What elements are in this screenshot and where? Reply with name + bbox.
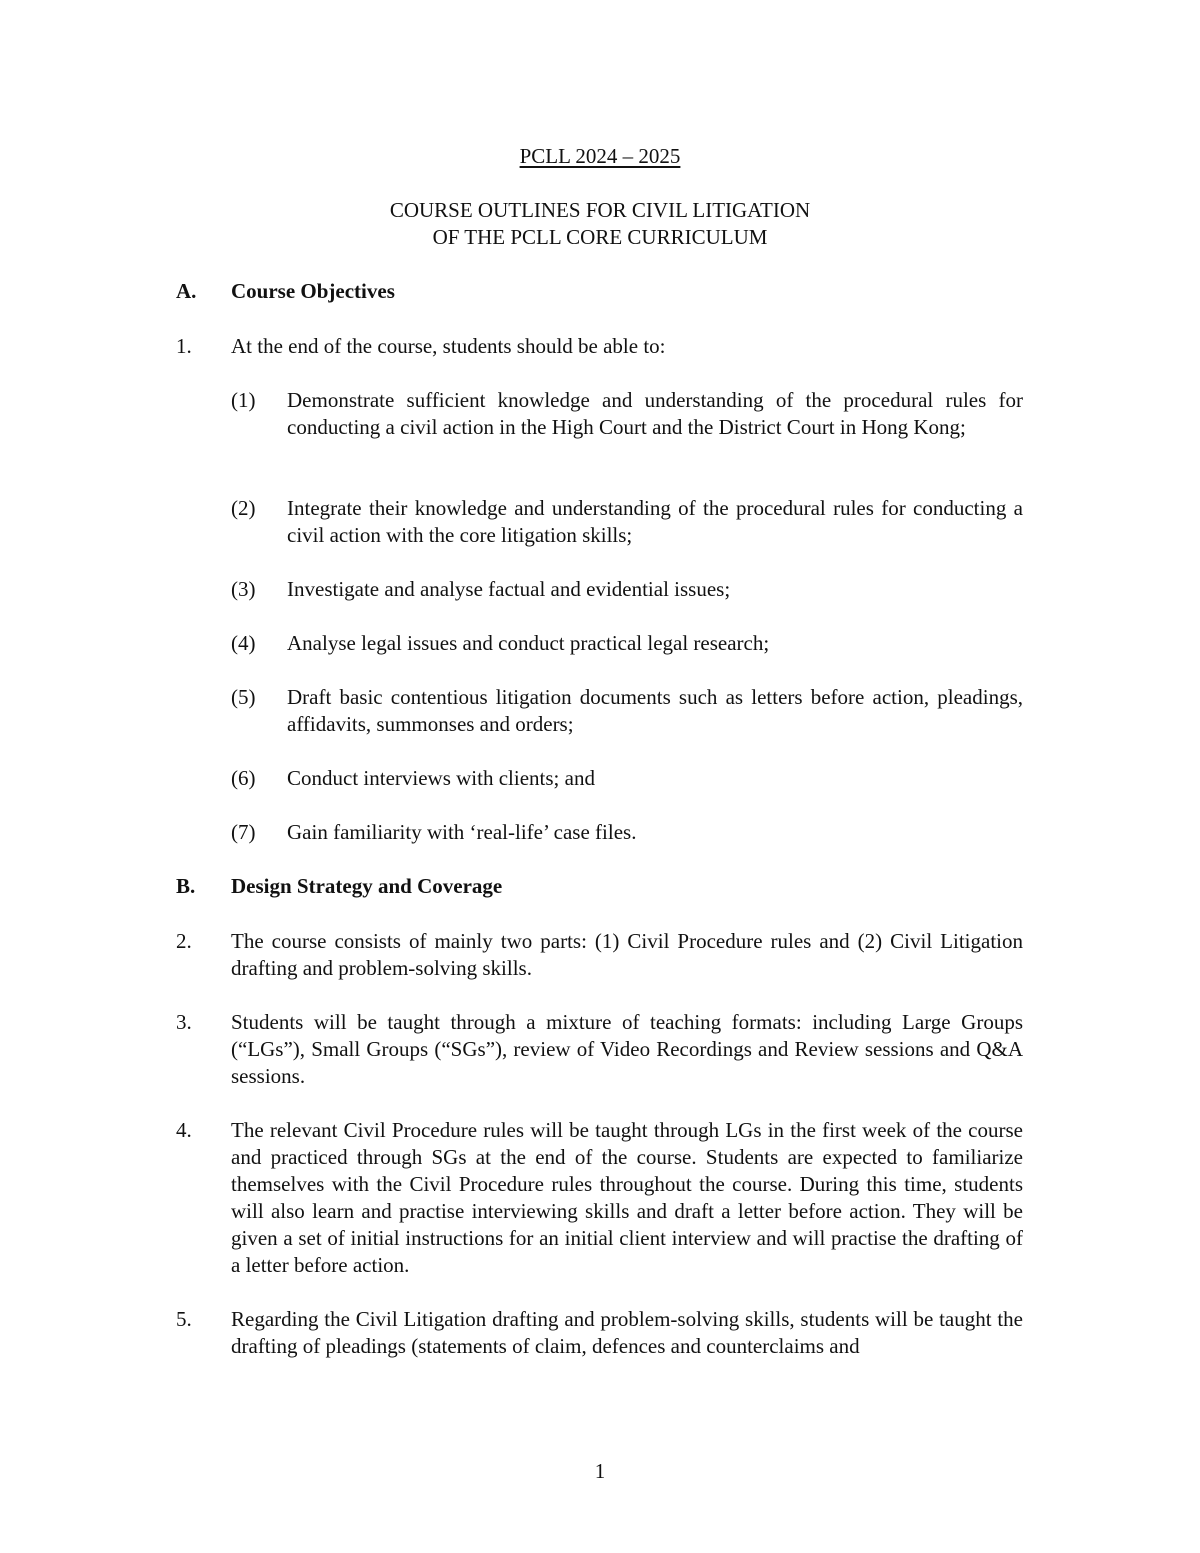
paragraph-text: Regarding the Civil Litigation drafting and problem-solving skills, students will be taught the drafting of pleadings (statements of claim, defences and counterclaims and <box>231 1307 1023 1358</box>
objective-text: Gain familiarity with ‘real-life’ case files. <box>287 820 637 844</box>
objective-text: Integrate their knowledge and understanding of the procedural rules for conducting a civil action with the core litigation skills; <box>287 496 1023 547</box>
subtitle-line-2: OF THE PCLL CORE CURRICULUM <box>432 225 768 249</box>
paragraph-number: 4. <box>176 1118 192 1142</box>
section-letter: A. <box>176 279 197 303</box>
paragraph-text: Students will be taught through a mixture of teaching formats: including Large Groups (“LGs”), Small Groups (“SGs”), review of Video Recordings and Review sessions and Q&A sessions. <box>231 1010 1023 1088</box>
page-number: 1 <box>594 1459 606 1483</box>
objective-text: Analyse legal issues and conduct practical legal research; <box>287 631 770 655</box>
paragraph-number: 2. <box>176 929 192 953</box>
objective-number: (5) <box>231 685 256 709</box>
objective-text: Investigate and analyse factual and evidential issues; <box>287 577 731 601</box>
paragraph-number: 5. <box>176 1307 192 1331</box>
section-title: Design Strategy and Coverage <box>231 874 503 898</box>
document-title: PCLL 2024 – 2025 <box>519 144 681 168</box>
paragraph-number: 3. <box>176 1010 192 1034</box>
subtitle-line-1: COURSE OUTLINES FOR CIVIL LITIGATION <box>389 198 811 222</box>
objective-text: Draft basic contentious litigation documents such as letters before action, pleadings, affidavits, summonses and orders; <box>287 685 1023 736</box>
section-letter: B. <box>176 874 196 898</box>
objective-number: (1) <box>231 388 256 412</box>
paragraph-text: The relevant Civil Procedure rules will be taught through LGs in the first week of the course and practiced through SGs at the end of the course. Students are expected to familiarize themselves with the Civil Procedure rules throughout the course. During this time, students will also learn and practise interviewing skills and draft a letter before action. They will be given a set of initial instructions for an initial client interview and will practise the drafting of a letter before action. <box>231 1118 1023 1277</box>
objective-number: (4) <box>231 631 256 655</box>
objective-number: (6) <box>231 766 256 790</box>
objective-number: (3) <box>231 577 256 601</box>
section-title: Course Objectives <box>231 279 395 303</box>
objective-number: (2) <box>231 496 256 520</box>
objective-text: Demonstrate sufficient knowledge and understanding of the procedural rules for conducting a civil action in the High Court and the District Court in Hong Kong; <box>287 388 1023 439</box>
paragraph-text: At the end of the course, students should be able to: <box>231 334 666 358</box>
paragraph-number: 1. <box>176 334 192 358</box>
paragraph-text: The course consists of mainly two parts: (1) Civil Procedure rules and (2) Civil Litigation drafting and problem-solving skills. <box>231 929 1023 980</box>
objective-number: (7) <box>231 820 256 844</box>
document-subtitle <box>0 197 1200 251</box>
objective-text: Conduct interviews with clients; and <box>287 766 595 790</box>
